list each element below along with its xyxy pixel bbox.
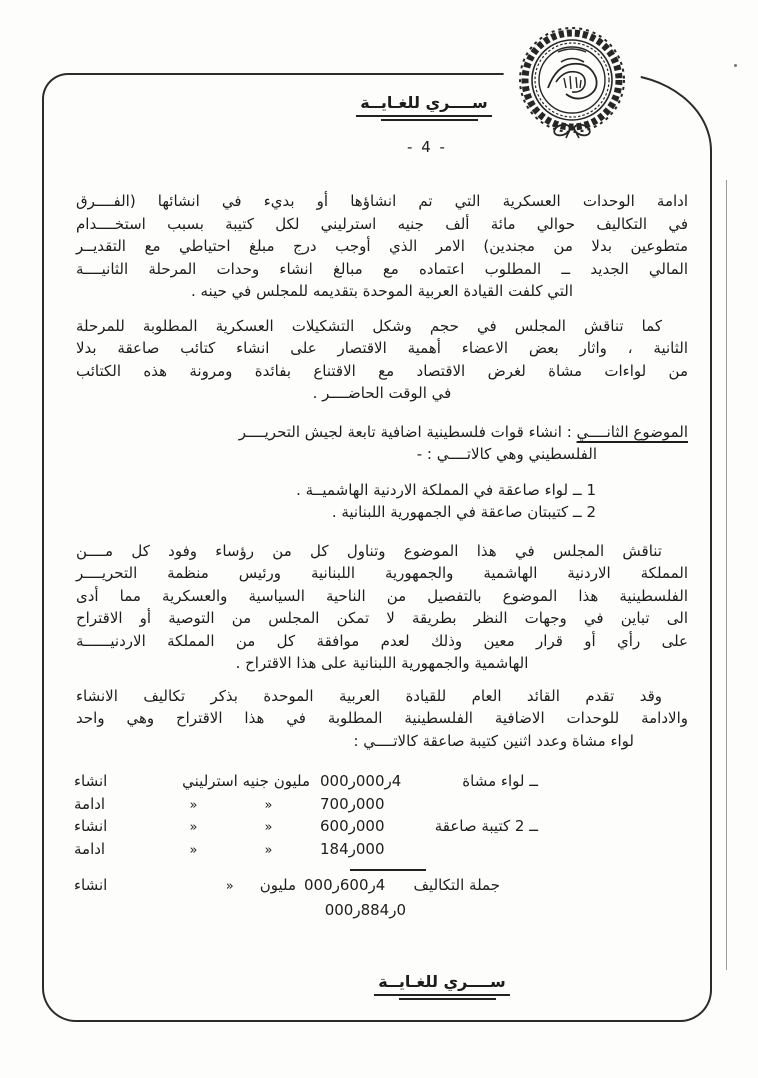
cost-total-row	[74, 876, 688, 899]
ditto-marks	[156, 843, 306, 858]
text-line: وقد تقدم القائد العام للقيادة العربية الموحدة بذكر تكاليف الانشاء	[76, 686, 662, 705]
amount-value: 600ر000	[320, 817, 385, 835]
cost-row-infantry-brigade	[74, 772, 688, 795]
cost-type: انشاء	[74, 772, 108, 790]
paragraph-2	[76, 315, 688, 405]
ditto-mark: «	[189, 842, 198, 858]
cost-total-row-2	[74, 901, 688, 924]
document-content	[42, 73, 712, 1022]
text-line: تناقش المجلس في هذا الموضوع وتناول كل من رؤساء وفود كل مــــن	[76, 541, 662, 560]
text-line: الثانية ، واثار بعض الاعضاء أهمية الاقتصار على انشاء كتائب صاعقة بدلا	[76, 339, 688, 357]
scan-speck	[734, 64, 737, 67]
text-line: في التكاليف حوالي مائة ألف جنيه استرليني لكل كتيبة بسبب استخــــدام	[76, 214, 688, 233]
classification-footer-underline	[399, 998, 497, 1000]
ditto-mark: «	[264, 797, 273, 813]
paragraph-3	[76, 540, 688, 675]
text-line: المملكة الاردنية الهاشمية والجمهورية اللبنانية ورئيس منظمة التحريــــر	[76, 564, 688, 582]
classification-footer: ســــري للغـايــة	[374, 972, 510, 996]
total-amount-insha	[304, 876, 396, 894]
cost-row-infantry-maintenance	[74, 795, 688, 818]
cost-type: ادامة	[74, 839, 106, 858]
text-line: التي كلفت القيادة العربية الموحدة بتقديمه للمجلس في حينه .	[190, 282, 574, 300]
list-item: 1 ــ لواء صاعقة في المملكة الاردنية الهاشميــة .	[296, 480, 596, 499]
cost-amount	[320, 840, 416, 858]
text-line: الفلسطينية هذا الموضوع بالتفصيل من الناحية السياسية والعسكرية مما أدى	[76, 586, 688, 605]
list-item: 2 ــ كتيبتان صاعقة في الجمهورية اللبنانية .	[331, 503, 596, 521]
cost-amount	[320, 795, 416, 813]
cost-row-commando-maintenance	[74, 840, 688, 863]
text-line: متطوعين بدلا من مجندين) الامر الذي أوجب درج مبلغ احتياطي مع التقديــر	[76, 237, 688, 255]
classification-footer-block	[374, 972, 510, 1000]
section-heading-title: الموضوع الثانــــي	[576, 422, 688, 441]
total-label: جملة التكاليف	[413, 876, 500, 894]
ditto-mark: «	[189, 797, 198, 813]
cost-type: انشاء	[74, 876, 108, 894]
amount-value: 184ر000	[320, 839, 385, 858]
text-line: لواء مشاة وعدد اثنين كتيبة صاعقة كالاتــــي :	[353, 731, 634, 750]
classification-header-block	[356, 93, 492, 121]
sum-separator-line	[350, 869, 426, 871]
total-amount-idama: 000ر884ر0	[324, 901, 406, 919]
cost-amount	[320, 772, 416, 790]
paragraph-1	[76, 190, 688, 303]
classification-header-underline	[381, 119, 479, 121]
page-number: - 4 -	[407, 138, 447, 156]
ditto-mark: «	[189, 820, 198, 835]
ditto-mark: «	[264, 842, 273, 858]
scan-artifact-line	[726, 180, 727, 970]
text-line: والادامة للوحدات الاضافية الفلسطينية المطلوبة في هذا الاقتراح وهي واحد	[76, 709, 688, 727]
ditto-marks	[156, 798, 306, 813]
classification-header: ســــري للغـايــة	[356, 93, 492, 117]
text-line: الهاشمية والجمهورية اللبنانية على هذا الاقتراح .	[235, 654, 529, 672]
amount-value: 000ر000ر4	[320, 772, 402, 790]
cost-amount	[320, 817, 416, 835]
text-line: المالي الجديد ــ المطلوب اعتماده مع مبالغ انشاء وحدات المرحلة الثانيــــة	[76, 259, 688, 278]
section-2-heading	[76, 421, 688, 466]
cost-type: انشاء	[74, 817, 108, 835]
text-line: على رأي أو قرار معين وذلك لعدم موافقة كل من المملكة الاردنيــــــة	[76, 631, 688, 650]
cost-row-commando-battalions	[74, 817, 688, 840]
total-unit: مليون	[259, 876, 296, 894]
section-heading-rest: : انشاء قوات فلسطينية اضافية تابعة لجيش التحريــــر	[238, 422, 577, 441]
cost-item-label: ــ لواء مشاة	[462, 772, 538, 790]
text-line: من لواءات مشاة لغرض الاقتصاد مع الاقتناع بفائدة ومرونة هذه الكتائب	[76, 361, 688, 380]
cost-type: ادامة	[74, 794, 106, 813]
amount-value: 700ر000	[320, 794, 385, 813]
amount-value: 000ر600ر4	[304, 876, 386, 894]
section-heading-continuation: الفلسطيني وهي كالاتــــي : -	[416, 445, 597, 463]
page-number-block	[407, 137, 447, 156]
paragraph-4	[76, 685, 688, 753]
text-line: ادامة الوحدات العسكرية التي تم انشاؤها أو بديء في انشائها (الفــــرق	[76, 192, 688, 210]
ditto-mark: «	[225, 879, 234, 894]
forces-list	[74, 479, 688, 524]
text-line: كما تناقش المجلس في حجم وشكل التشكيلات العسكرية المطلوبة للمرحلة	[76, 316, 662, 335]
ditto-mark: «	[264, 820, 273, 835]
text-line: في الوقت الحاضــــر .	[312, 384, 452, 402]
cost-table	[74, 772, 688, 924]
cost-unit: مليون جنيه استرليني	[182, 772, 310, 790]
section-heading-line	[76, 421, 688, 444]
text-line: الى تباين في وجهات النظر بطريقة لا تمكن المجلس من التوصية أو الاقتراح	[76, 609, 688, 627]
cost-item-label: ــ 2 كتيبة صاعقة	[434, 817, 538, 835]
ditto-marks	[156, 820, 306, 835]
